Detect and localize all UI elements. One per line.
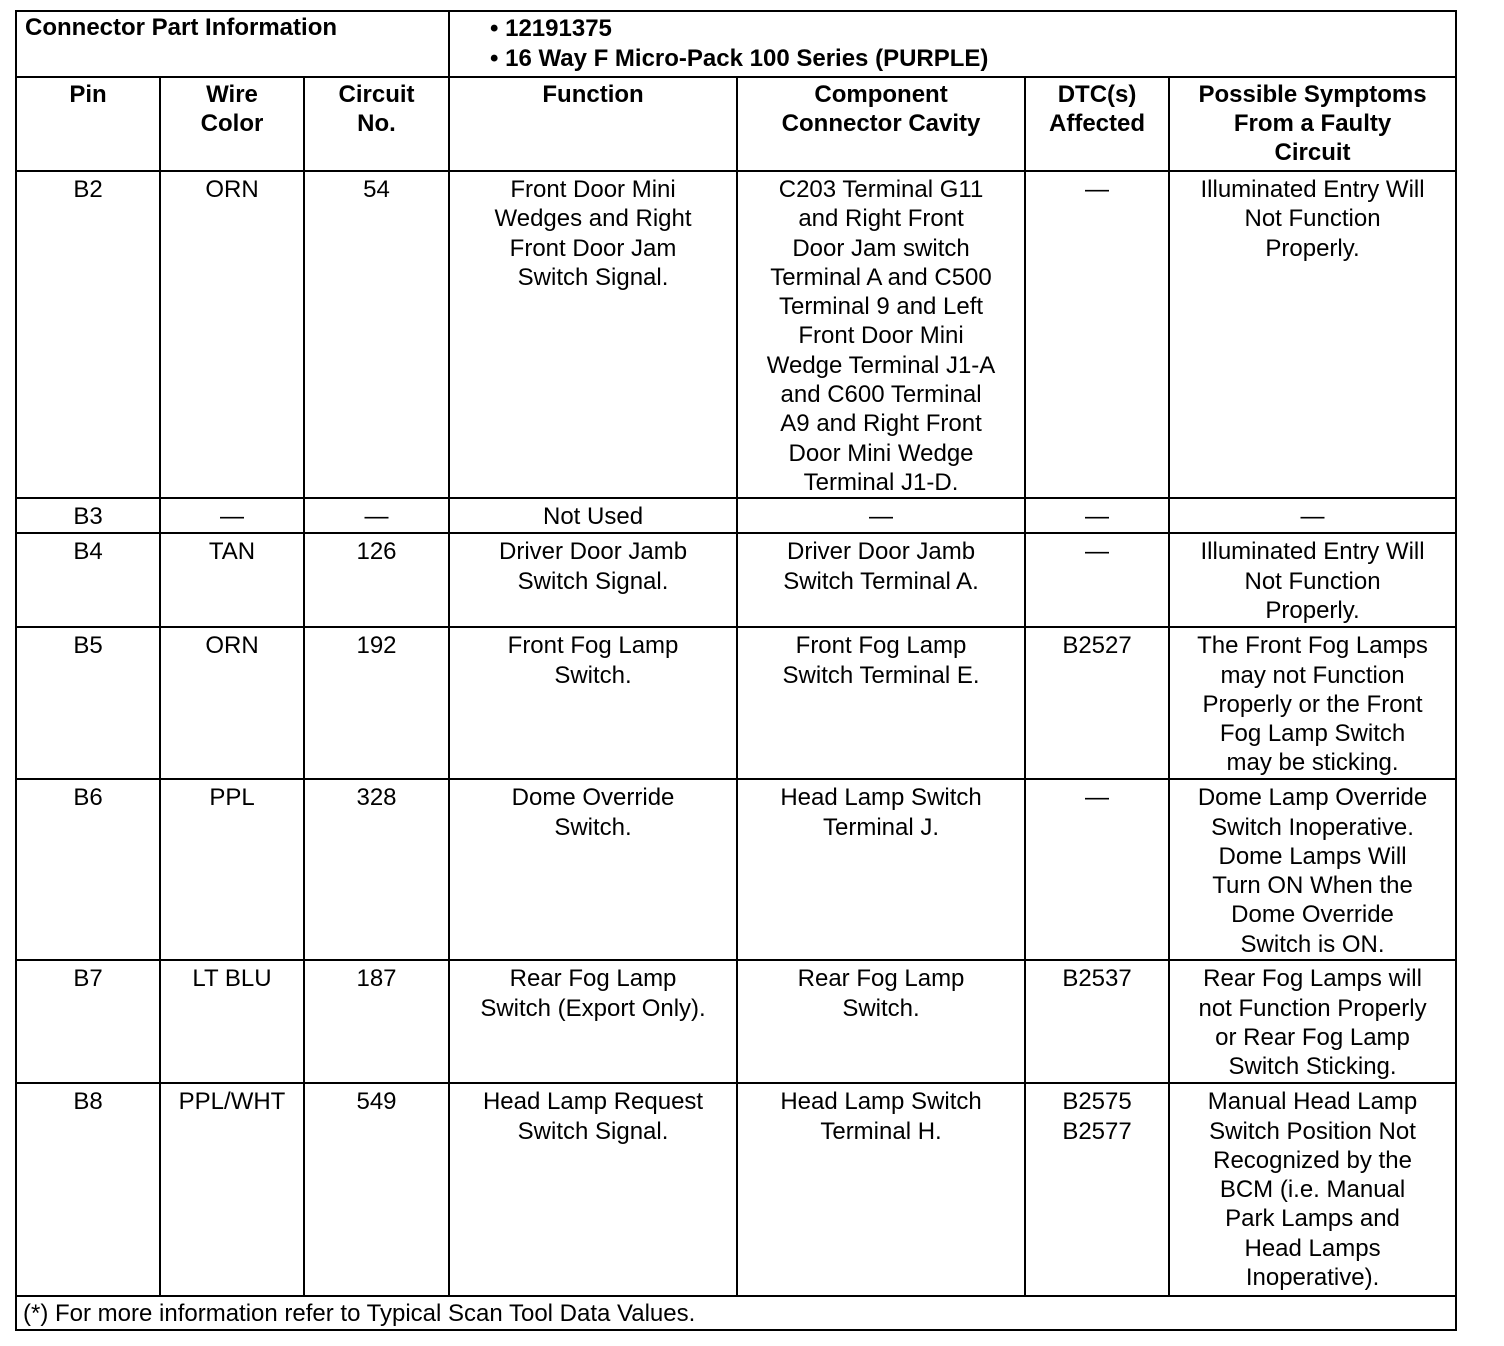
cell-line: Dome Lamps Will	[1218, 842, 1407, 870]
cell-line: 549	[356, 1088, 397, 1116]
cell-function	[449, 533, 737, 627]
cell-line: B2537	[1062, 965, 1132, 993]
cell-circuit	[304, 533, 449, 627]
cell-line: and C600 Terminal	[780, 381, 982, 409]
cell-line: B2	[73, 176, 103, 203]
cell-line: PPL	[209, 784, 255, 812]
cell-line: Driver Door Jamb	[499, 538, 688, 566]
cell-line: —	[1085, 176, 1110, 203]
cell-line: Front Fog Lamp	[795, 632, 967, 660]
cell-line: Dome Override	[511, 784, 675, 812]
cell-pin	[16, 171, 160, 498]
cell-line: Not Function	[1244, 567, 1381, 595]
cell-line: Rear Fog Lamp	[797, 965, 965, 993]
cell-line: B2577	[1062, 1117, 1132, 1145]
cell-line: Front Door Jam	[509, 234, 677, 262]
cell-line: Wedges and Right	[494, 205, 692, 233]
table-row	[16, 533, 1456, 627]
cell-line: ORN	[205, 176, 259, 203]
cell-line: Illuminated Entry Will	[1200, 538, 1425, 566]
cell-line: —	[1085, 784, 1110, 812]
cell-circuit	[304, 171, 449, 498]
column-header-line: Connector Cavity	[781, 110, 981, 137]
cell-pin	[16, 779, 160, 960]
column-header-line: DTC(s)	[1057, 81, 1137, 108]
column-header-wire	[160, 77, 304, 171]
cell-line: ORN	[205, 632, 259, 660]
cell-line: C203 Terminal G11	[778, 176, 984, 203]
cell-line: B2527	[1062, 632, 1132, 660]
connector-info-label: Connector Part Information	[16, 11, 449, 77]
cell-wire	[160, 960, 304, 1083]
connector-info-row	[16, 11, 1456, 77]
cell-line: Park Lamps and	[1225, 1205, 1400, 1233]
cell-pin	[16, 960, 160, 1083]
cell-line: Not Function	[1244, 205, 1381, 233]
cell-line: Switch Position Not	[1209, 1117, 1416, 1145]
table-row	[16, 779, 1456, 960]
cell-line: —	[869, 503, 894, 531]
cell-line: and Right Front	[798, 205, 964, 233]
table-row	[16, 1083, 1456, 1296]
footer-row	[16, 1296, 1456, 1330]
cell-function	[449, 498, 737, 533]
cell-component	[737, 960, 1025, 1083]
cell-line: —	[220, 503, 244, 531]
cell-symptoms	[1169, 960, 1456, 1083]
cell-pin	[16, 1083, 160, 1296]
cell-line: Front Fog Lamp	[507, 632, 679, 660]
cell-line: B5	[73, 632, 103, 660]
cell-line: 54	[363, 176, 390, 203]
cell-symptoms	[1169, 779, 1456, 960]
cell-line: Door Mini Wedge	[788, 439, 974, 467]
cell-function	[449, 960, 737, 1083]
cell-wire	[160, 779, 304, 960]
cell-pin	[16, 498, 160, 533]
cell-dtc	[1025, 1083, 1169, 1296]
cell-line: Turn ON When the	[1212, 872, 1413, 900]
column-header-line: Color	[200, 110, 264, 137]
cell-line: 192	[356, 632, 397, 660]
cell-line: Manual Head Lamp	[1207, 1088, 1418, 1116]
cell-function	[449, 779, 737, 960]
cell-line: B3	[73, 503, 103, 531]
table-row	[16, 498, 1456, 533]
column-header-symptoms	[1169, 77, 1456, 171]
cell-line: Driver Door Jamb	[787, 538, 976, 566]
column-header-line: Pin	[69, 81, 107, 108]
column-header-line: No.	[357, 110, 396, 137]
cell-function	[449, 627, 737, 779]
cell-line: Head Lamps	[1244, 1234, 1381, 1262]
column-header-line: Wire	[206, 81, 258, 108]
column-header-line: From a Faulty	[1233, 110, 1392, 137]
cell-line: Terminal H.	[820, 1117, 942, 1145]
cell-line: Dome Override	[1231, 901, 1394, 929]
footer-note: (*) For more information refer to Typical Scan Tool Data Values.	[16, 1296, 1456, 1330]
cell-line: Switch (Export Only).	[480, 994, 706, 1022]
cell-line: B4	[73, 538, 103, 566]
cell-line: Front Door Mini	[510, 176, 676, 203]
cell-line: Switch.	[842, 994, 920, 1022]
cell-line: Terminal 9 and Left	[778, 293, 984, 321]
column-header-pin	[16, 77, 160, 171]
cell-wire	[160, 171, 304, 498]
cell-line: may be sticking.	[1226, 749, 1399, 777]
cell-line: —	[1085, 503, 1110, 531]
column-header-function	[449, 77, 737, 171]
cell-line: —	[1300, 503, 1325, 531]
part-number: • 12191375	[490, 15, 612, 42]
cell-line: Illuminated Entry Will	[1200, 176, 1425, 203]
cell-line: Dome Lamp Override	[1197, 784, 1428, 812]
cell-dtc	[1025, 779, 1169, 960]
cell-circuit	[304, 779, 449, 960]
column-header-circuit	[304, 77, 449, 171]
cell-component	[737, 1083, 1025, 1296]
column-header-line: Affected	[1049, 110, 1146, 137]
cell-dtc	[1025, 627, 1169, 779]
column-header-line: Component	[814, 81, 948, 108]
cell-line: A9 and Right Front	[780, 410, 982, 438]
cell-line: Switch Terminal A.	[783, 567, 979, 595]
cell-line: BCM (i.e. Manual	[1219, 1176, 1406, 1204]
cell-dtc	[1025, 960, 1169, 1083]
cell-symptoms	[1169, 533, 1456, 627]
cell-line: Switch Terminal E.	[782, 661, 980, 689]
cell-line: Wedge Terminal J1-A	[766, 351, 996, 379]
cell-dtc	[1025, 533, 1169, 627]
cell-line: —	[364, 503, 389, 531]
cell-component	[737, 779, 1025, 960]
cell-wire	[160, 1083, 304, 1296]
cell-symptoms	[1169, 171, 1456, 498]
cell-circuit	[304, 627, 449, 779]
cell-pin	[16, 627, 160, 779]
cell-line: The Front Fog Lamps	[1197, 632, 1428, 660]
cell-component	[737, 627, 1025, 779]
cell-dtc	[1025, 498, 1169, 533]
cell-line: Properly.	[1265, 596, 1360, 624]
cell-pin	[16, 533, 160, 627]
cell-wire	[160, 533, 304, 627]
cell-function	[449, 1083, 737, 1296]
cell-line: Not Used	[543, 503, 644, 531]
cell-line: Head Lamp Request	[482, 1088, 704, 1116]
cell-component	[737, 533, 1025, 627]
cell-line: Terminal J1-D.	[803, 468, 959, 496]
cell-line: —	[1085, 538, 1110, 566]
column-header-line: Possible Symptoms	[1198, 81, 1427, 108]
cell-line: Inoperative).	[1245, 1264, 1380, 1292]
cell-line: 126	[356, 538, 397, 566]
cell-line: B7	[73, 965, 103, 993]
cell-circuit	[304, 1083, 449, 1296]
cell-line: Fog Lamp Switch	[1219, 720, 1406, 748]
cell-line: B2575	[1062, 1088, 1132, 1116]
cell-wire	[160, 498, 304, 533]
table-row	[16, 960, 1456, 1083]
column-header-dtc	[1025, 77, 1169, 171]
connector-part-info	[449, 11, 1456, 77]
cell-line: Head Lamp Switch	[780, 784, 982, 812]
cell-line: Rear Fog Lamps will	[1203, 965, 1422, 993]
cell-line: Terminal J.	[823, 813, 940, 841]
connector-table	[15, 10, 1457, 1331]
cell-line: may not Function	[1220, 661, 1405, 689]
column-header-row	[16, 77, 1456, 171]
cell-line: Switch Sticking.	[1228, 1053, 1397, 1081]
cell-line: Front Door Mini	[798, 322, 964, 350]
column-header-line: Function	[542, 81, 644, 108]
cell-line: not Function Properly	[1198, 994, 1427, 1022]
cell-line: B8	[73, 1088, 103, 1116]
column-header-component	[737, 77, 1025, 171]
cell-symptoms	[1169, 627, 1456, 779]
cell-line: Recognized by the	[1213, 1146, 1412, 1174]
cell-line: Switch.	[554, 813, 632, 841]
cell-line: Door Jam switch	[792, 234, 970, 262]
cell-wire	[160, 627, 304, 779]
cell-line: Switch Signal.	[517, 1117, 669, 1145]
cell-dtc	[1025, 171, 1169, 498]
cell-component	[737, 171, 1025, 498]
cell-line: 328	[356, 784, 397, 812]
cell-line: B6	[73, 784, 103, 812]
part-description: • 16 Way F Micro-Pack 100 Series (PURPLE)	[490, 45, 989, 72]
cell-circuit	[304, 498, 449, 533]
cell-line: 187	[356, 965, 397, 993]
cell-line: Switch Signal.	[517, 567, 669, 595]
cell-line: Properly or the Front	[1202, 690, 1423, 718]
cell-line: LT BLU	[192, 965, 272, 993]
column-header-line: Circuit	[1274, 139, 1351, 166]
table-row	[16, 171, 1456, 498]
cell-function	[449, 171, 737, 498]
cell-line: PPL/WHT	[178, 1088, 286, 1116]
table-row	[16, 627, 1456, 779]
cell-circuit	[304, 960, 449, 1083]
cell-line: Properly.	[1265, 234, 1360, 262]
cell-line: Rear Fog Lamp	[509, 965, 677, 993]
column-header-line: Circuit	[338, 81, 415, 108]
cell-line: Switch.	[554, 661, 632, 689]
cell-line: Switch Signal.	[517, 263, 669, 291]
cell-line: TAN	[208, 538, 256, 566]
cell-line: or Rear Fog Lamp	[1215, 1023, 1410, 1051]
cell-line: Head Lamp Switch	[780, 1088, 982, 1116]
cell-component	[737, 498, 1025, 533]
cell-symptoms	[1169, 498, 1456, 533]
cell-line: Switch Inoperative.	[1211, 813, 1414, 841]
cell-line: Switch is ON.	[1240, 930, 1385, 958]
cell-symptoms	[1169, 1083, 1456, 1296]
cell-line: Terminal A and C500	[770, 263, 992, 291]
